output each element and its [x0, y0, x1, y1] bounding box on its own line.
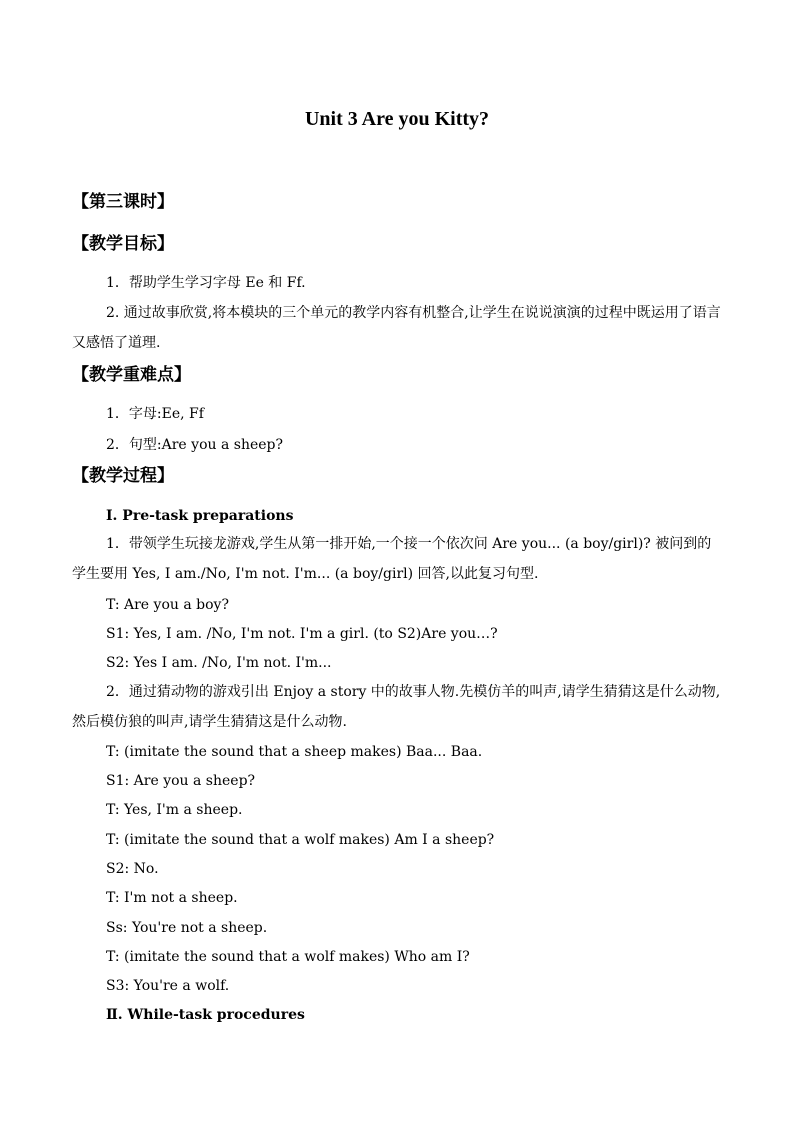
- dialog-line: S1: Are you a sheep?: [106, 773, 256, 789]
- process-step-1: 1．带领学生玩接龙游戏,学生从第一排开始,一个接一个依次问 Are you... (a boy/girl)? 被问到的学生要用 Yes, I am./No, I'm not. I'm... (a boy/girl) 回答,以此复习句型.: [72, 536, 712, 582]
- dialog-line: T: (imitate the sound that a wolf makes) Who am I?: [106, 949, 470, 965]
- key-point-item-2: 2．句型:Are you a sheep?: [106, 437, 284, 453]
- section-1-title: Ⅰ. Pre-task preparations: [106, 508, 294, 524]
- key-point-item-1: 1．字母:Ee, Ff: [106, 406, 204, 422]
- dialog-line: T: I'm not a sheep.: [106, 890, 238, 906]
- process-step-2: 2．通过猜动物的游戏引出 Enjoy a story 中的故事人物.先模仿羊的叫声,请学生猜猜这是什么动物,然后模仿狼的叫声,请学生猜猜这是什么动物.: [72, 684, 721, 730]
- dialog-line: S2: Yes I am. /No, I'm not. I'm...: [106, 655, 332, 671]
- dialog-line: T: (imitate the sound that a sheep makes) Baa... Baa.: [106, 744, 483, 760]
- document-title: Unit 3 Are you Kitty?: [304, 108, 490, 130]
- dialog-line: T: Yes, I'm a sheep.: [106, 802, 243, 818]
- dialog-line: S3: You're a wolf.: [106, 978, 230, 994]
- process-heading: 【教学过程】: [72, 466, 174, 486]
- dialog-line: T: (imitate the sound that a wolf makes) Am I a sheep?: [106, 832, 495, 848]
- lesson-label: 【第三课时】: [72, 192, 174, 212]
- objective-item-2: 2. 通过故事欣赏,将本模块的三个单元的教学内容有机整合,让学生在说说演演的过程中既运用了语言又感悟了道理.: [72, 305, 721, 351]
- dialog-line: T: Are you a boy?: [106, 597, 229, 613]
- objectives-heading: 【教学目标】: [72, 234, 174, 254]
- dialog-line: Ss: You're not a sheep.: [106, 920, 268, 936]
- objective-item-1: 1．帮助学生学习字母 Ee 和 Ff.: [106, 275, 306, 291]
- dialog-line: S2: No.: [106, 861, 159, 877]
- key-points-heading: 【教学重难点】: [72, 365, 191, 385]
- section-2-title: Ⅱ. While-task procedures: [106, 1007, 305, 1023]
- dialog-line: S1: Yes, I am. /No, I'm not. I'm a girl. (to S2)Are you…?: [106, 626, 498, 642]
